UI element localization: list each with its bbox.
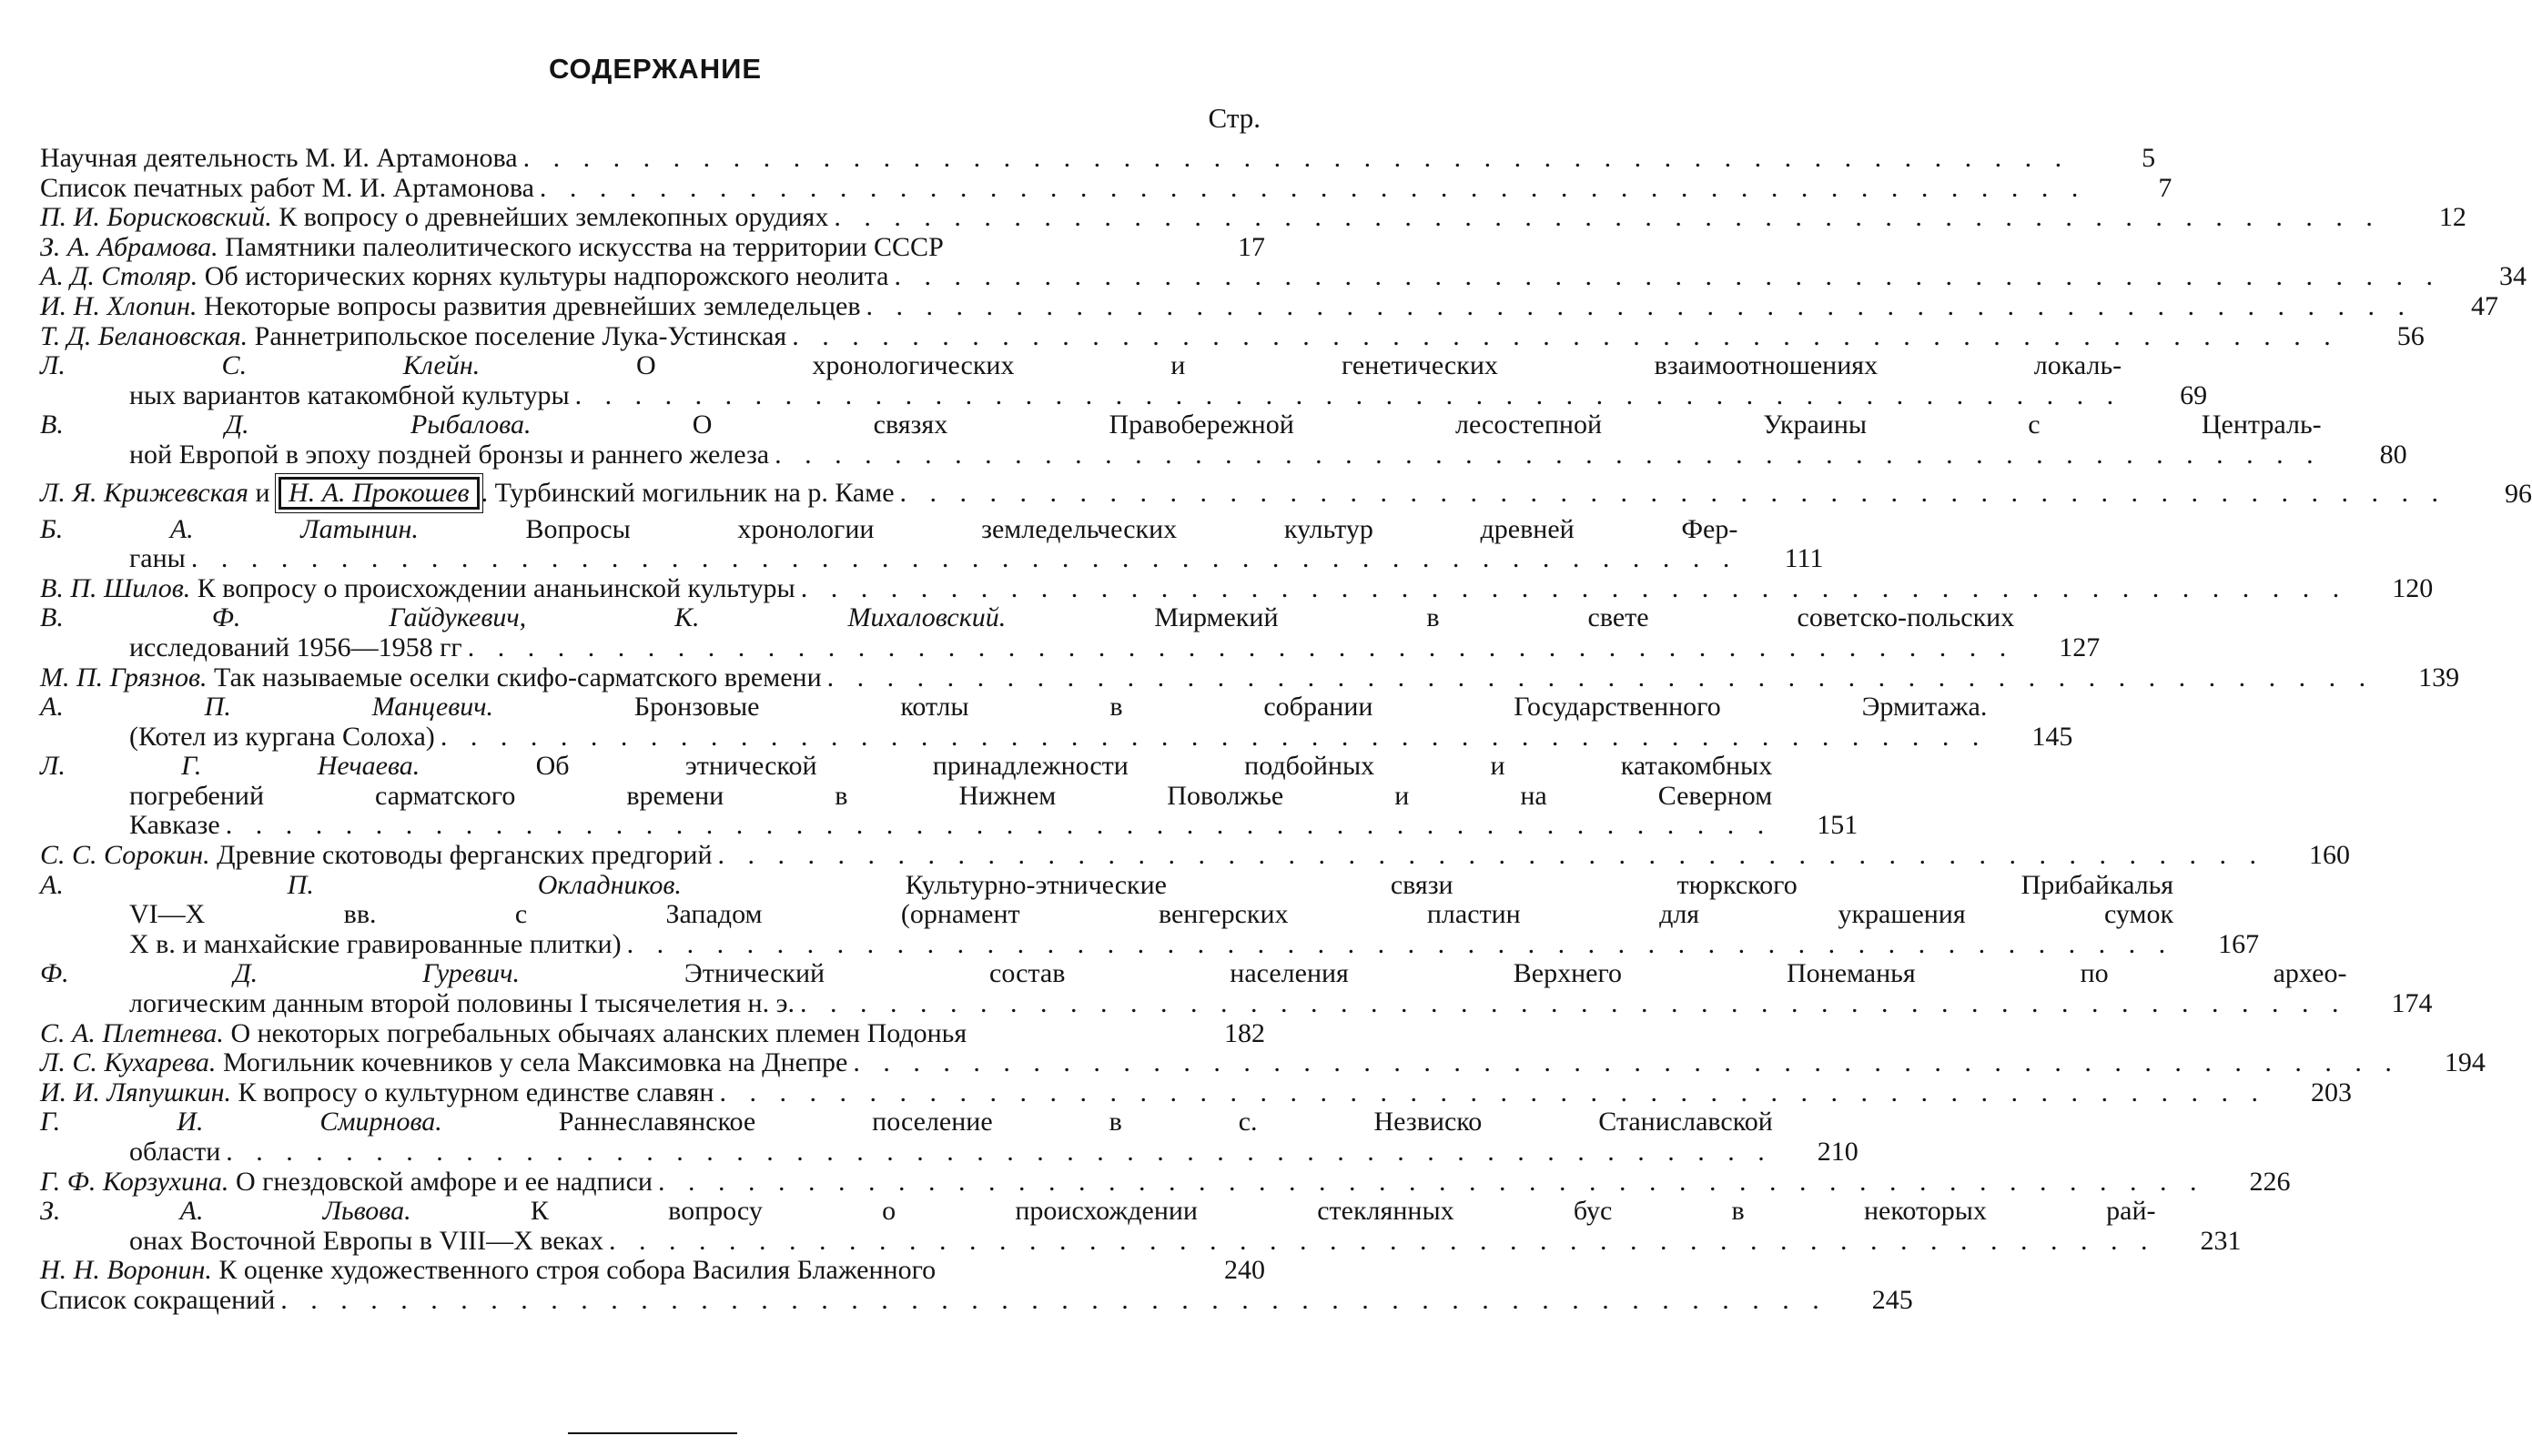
entry-title: . Турбинский могильник на р. Каме (481, 477, 895, 508)
entry-title-line: Мирмекий в свете советско-польских (1154, 602, 2015, 633)
toc-entry (40, 290, 2499, 322)
entry-author: Л. С. Кухарева. (40, 1047, 217, 1078)
entry-title-line: Бронзовые котлы в собрании Государственного Эрмитажа. (633, 692, 1988, 723)
leader-dots: . . . . . . . . . . . . . . . . . . . . . . . . . . . . . . . . . . . . . . . . . . . . . . . . . . . . (609, 1225, 2156, 1256)
entry-title: Об исторических корнях культуры надпорожского неолита (204, 261, 889, 292)
leader-dots: . . . . . . . . . . . . . . . . . . . . . . . . . . . . . . . . . . . . . . . . . . . . . . . . . . . . (866, 290, 2414, 321)
entry-page: 226 (2249, 1166, 2291, 1197)
entry-page: 127 (2059, 632, 2101, 662)
leader-dots: . . . . . . . . . . . . . . . . . . . . . . . . . . . . . . . . . . . . . . . . . . . . . . . . . . . . (834, 202, 2381, 233)
entry-author: Б. А. Латынин. (40, 513, 419, 544)
entry-title-line: Вопросы хронологии земледельческих культур древней Фер- (525, 513, 1738, 544)
entry-title-line: Раннеславянское поселение в с. Незвиско Станиславской (558, 1107, 1773, 1138)
entry-title: Памятники палеолитического искусства на территории СССР (225, 231, 944, 262)
toc-entry (40, 1256, 1265, 1286)
entry-title: Так называемые оселки скифо-сарматского времени (214, 662, 822, 693)
entry-title-line: ных вариантов катакомбной культуры (129, 379, 570, 410)
leader-dots: . . . . . . . . . . . . . . . . . . . . . . . . . . . . . . . . . . . . . . . . . . . . . . . . . . . . (717, 840, 2265, 871)
entry-title: Могильник кочевников у села Максимовка на Днепре (222, 1047, 848, 1078)
entry-title: Научная деятельность М. И. Артамонова (40, 143, 518, 173)
entry-author: Т. Д. Белановская. (40, 320, 248, 351)
leader-dots: . . . . . . . . . . . . . . . . . . . . . . . . . . . . . . . . . . . . . . . . . . . . . . . . . . . . (800, 572, 2348, 603)
entry-page: 5 (2142, 143, 2156, 173)
entry-page: 80 (2379, 439, 2407, 470)
entry-page: 120 (2392, 572, 2434, 603)
entry-author: И. И. Ляпушкин. (40, 1077, 231, 1107)
entry-author: В. П. Шилов. (40, 572, 191, 603)
toc-entry (40, 320, 2425, 352)
leader-dots: . . . . . . . . . . . . . . . . . . . . . . . . . . . . . . . . . . . . . . . . . . . . . . . . . . . . (775, 439, 2322, 470)
toc-entry (40, 477, 2532, 510)
entry-title-line: исследований 1956—1958 гг (129, 632, 462, 662)
leader-dots: . . . . . . . . . . . . . . . . . . . . . . . . . . . . . . . . . . . . . . . . . . . . . . . . . . . . (853, 1047, 2400, 1078)
entry-title: О гнездовской амфоре и ее надписи (235, 1166, 653, 1197)
entry-author: Г. И. Смирнова. (40, 1107, 442, 1138)
leader-dots: . . . . . . . . . . . . . . . . . . . . . . . . . . . . . . . . . . . . . . . . . . . . . . . . . . . . (899, 477, 2447, 508)
leader-dots: . . . . . . . . . . . . . . . . . . . . . . . . . . . . . . . . . . . . . . . . . . . . . . . . . . . . (190, 543, 1738, 574)
entry-title-line: О хронологических и генетических взаимоотношениях локаль- (636, 350, 2122, 381)
entry-title: Список печатных работ М. И. Артамонова (40, 172, 534, 203)
toc-entry (40, 751, 1858, 841)
entry-title-line: (Котел из кургана Солоха) (129, 721, 435, 752)
entry-title: К оценке художественного строя собора Василия Блаженного (218, 1255, 937, 1286)
entry-page: 245 (1871, 1284, 1913, 1315)
entry-author: Л. Я. Крижевская (40, 477, 248, 508)
entry-page: 69 (2180, 379, 2208, 410)
entry-page: 145 (2031, 721, 2073, 752)
toc-entry (40, 1284, 1913, 1316)
entry-title-line: Этнический состав населения Верхнего Понеманья по архео- (684, 958, 2347, 989)
entry-author: З. А. Абрамова. (40, 231, 218, 262)
entry-title-line: ной Европой в эпоху поздней бронзы и раннего железа (129, 439, 770, 470)
entry-page: 47 (2471, 290, 2499, 321)
toc-entry (40, 1166, 2291, 1198)
entry-page: 151 (1817, 810, 1858, 841)
entry-title-line: области (129, 1137, 221, 1167)
entry-page: 174 (2391, 988, 2433, 1019)
entry-title-line: О связях Правобережной лесостепной Украины с Централь- (692, 410, 2322, 440)
entry-title: Некоторые вопросы развития древнейших земледельцев (204, 290, 861, 321)
toc-entry (40, 261, 2527, 292)
leader-dots: . . . . . . . . . . . . . . . . . . . . . . . . . . . . . . . . . . . . . . . . . . . . . . . . . . . . (522, 143, 2071, 173)
toc-entry (40, 1107, 1858, 1167)
leader-dots: . . . . . . . . . . . . . . . . . . . . . . . . . . . . . . . . . . . . . . . . . . . . . . . . . . . . (280, 1284, 1828, 1315)
boxed-author-frame: Н. А. Прокошев (279, 477, 480, 510)
leader-dots: . . . . . . . . . . . . . . . . . . . . . . . . . . . . . . . . . . . . . . . . . . . . . . . . . . . . (440, 721, 1988, 752)
table-of-contents (40, 143, 2532, 1316)
entry-page: 210 (1817, 1137, 1858, 1167)
leader-dots: . . . . . . . . . . . . . . . . . . . . . . . . . . . . . . . . . . . . . . . . . . . . . . . . . . . . (894, 261, 2441, 292)
page-column-label: Стр. (1208, 102, 1261, 134)
entry-author: Ф. Д. Гуревич. (40, 958, 520, 989)
entry-title-line: Кавказе (129, 810, 220, 841)
entry-page: 56 (2396, 320, 2425, 351)
entry-page: 139 (2418, 662, 2460, 693)
entry-author: М. П. Грязнов. (40, 662, 208, 693)
toc-entry (40, 513, 1824, 574)
entry-page: 17 (1238, 231, 1265, 262)
entry-author: А. П. Манцевич. (40, 692, 494, 723)
toc-entry (40, 202, 2466, 233)
leader-dots: . . . . . . . . . . . . . . . . . . . . . . . . . . . . . . . . . . . . . . . . . . . . . . . . . . . . (539, 172, 2087, 203)
entry-title: Список сокращений (40, 1284, 276, 1315)
toc-entry (40, 172, 2172, 204)
leader-dots: . . . . . . . . . . . . . . . . . . . . . . . . . . . . . . . . . . . . . . . . . . . . . . . . . . . . (657, 1166, 2205, 1197)
leader-dots: . . . . . . . . . . . . . . . . . . . . . . . . . . . . . . . . . . . . . . . . . . . . . . . . . . . . (719, 1077, 2266, 1107)
entry-page: 203 (2310, 1077, 2352, 1107)
entry-title: К вопросу о происхождении ананьинской культуры (197, 572, 795, 603)
leader-dots: . . . . . . . . . . . . . . . . . . . . . . . . . . . . . . . . . . . . . . . . . . . . . . . . . . . . (467, 632, 2015, 662)
toc-entry (40, 572, 2434, 604)
toc-entry (40, 958, 2433, 1019)
leader-dots: . . . . . . . . . . . . . . . . . . . . . . . . . . . . . . . . . . . . . . . . . . . . . . . . . . . . (226, 1137, 1773, 1167)
entry-author: Г. Ф. Корзухина. (40, 1166, 229, 1197)
entry-author: В. Ф. Гайдукевич, К. Михаловский. (40, 602, 1007, 633)
toc-entry (40, 233, 1265, 263)
entry-author: С. С. Сорокин. (40, 840, 210, 871)
toc-entry (40, 602, 2101, 662)
entry-page: 160 (2309, 840, 2351, 871)
toc-entry (40, 143, 2156, 174)
toc-entry (40, 1019, 1265, 1049)
toc-entry (40, 869, 2260, 960)
toc-entry (40, 662, 2460, 693)
entry-page: 12 (2438, 202, 2466, 233)
entry-title-line: погребений сарматского времени в Нижнем Поволжье и на Северном (129, 780, 1773, 811)
toc-entry (40, 1077, 2352, 1108)
entry-title-line: VI—X вв. с Западом (орнамент венгерских пластин для украшения сумок (129, 899, 2174, 930)
entry-author: А. П. Окладников. (40, 869, 682, 900)
toc-entry (40, 350, 2208, 410)
entry-author: А. Д. Столяр. (40, 261, 198, 292)
toc-entry (40, 1047, 2486, 1078)
entry-author: С. А. Плетнева. (40, 1017, 224, 1048)
entry-title-line: ганы (129, 543, 186, 574)
entry-author: Л. С. Клейн. (40, 350, 481, 381)
entry-page: 111 (1784, 543, 1824, 574)
toc-entry (40, 1196, 2242, 1256)
entry-title-line: К вопросу о происхождении стеклянных бус в некоторых рай- (530, 1196, 2156, 1227)
entry-author: И. Н. Хлопин. (40, 290, 197, 321)
entry-page: 182 (1224, 1017, 1265, 1048)
page-title: СОДЕРЖАНИЕ (548, 53, 763, 85)
toc-entry (40, 410, 2407, 470)
leader-dots: . . . . . . . . . . . . . . . . . . . . . . . . . . . . . . . . . . . . . . . . . . . . . . . . . . . . (826, 662, 2375, 693)
entry-title-line: онах Восточной Европы в VIII—X веках (129, 1225, 603, 1256)
entry-conjunction: и (255, 477, 270, 508)
entry-title: Раннетрипольское поселение Лука-Устинская (254, 320, 787, 351)
leader-dots: . . . . . . . . . . . . . . . . . . . . . . . . . . . . . . . . . . . . . . . . . . . . . . . . . . . . (792, 320, 2339, 351)
entry-title-line: логическим данным второй половины I тысячелетия н. э. (129, 988, 795, 1019)
entry-page: 167 (2218, 928, 2260, 959)
entry-title: К вопросу о культурном единстве славян (238, 1077, 714, 1107)
entry-page: 7 (2158, 172, 2172, 203)
leader-dots: . . . . . . . . . . . . . . . . . . . . . . . . . . . . . . . . . . . . . . . . . . . . . . . . . . . . (626, 928, 2174, 959)
leader-dots: . . . . . . . . . . . . . . . . . . . . . . . . . . . . . . . . . . . . . . . . . . . . . . . . . . . . (799, 988, 2347, 1019)
leader-dots: . . . . . . . . . . . . . . . . . . . . . . . . . . . . . . . . . . . . . . . . . . . . . . . . . . . . (574, 379, 2122, 410)
entry-author: Н. Н. Воронин. (40, 1255, 212, 1286)
entry-page: 96 (2505, 478, 2532, 509)
entry-title-line: Культурно-этнические связи тюркского Прибайкалья (905, 869, 2174, 900)
entry-page: 231 (2200, 1225, 2242, 1256)
entry-author: Л. Г. Нечаева. (40, 751, 420, 782)
entry-page: 240 (1224, 1255, 1265, 1286)
entry-title: К вопросу о древнейших землекопных орудиях (279, 202, 829, 233)
entry-author: П. И. Борисковский. (40, 202, 272, 233)
entry-title: Древние скотоводы ферганских предгорий (217, 840, 713, 871)
entry-title: О некоторых погребальных обычаях аланских племен Подонья (230, 1017, 967, 1048)
entry-title-line: X в. и манхайские гравированные плитки) (129, 928, 622, 959)
entry-page: 34 (2498, 261, 2527, 292)
entry-page: 194 (2444, 1047, 2486, 1078)
bottom-rule (568, 1432, 737, 1434)
entry-title-line: Об этнической принадлежности подбойных и катакомбных (535, 751, 1773, 782)
entry-author: В. Д. Рыбалова. (40, 410, 532, 440)
leader-dots: . . . . . . . . . . . . . . . . . . . . . . . . . . . . . . . . . . . . . . . . . . . . . . . . . . . . (225, 810, 1773, 841)
toc-entry (40, 840, 2351, 871)
toc-entry (40, 692, 2073, 752)
entry-author: З. А. Львова. (40, 1196, 411, 1227)
